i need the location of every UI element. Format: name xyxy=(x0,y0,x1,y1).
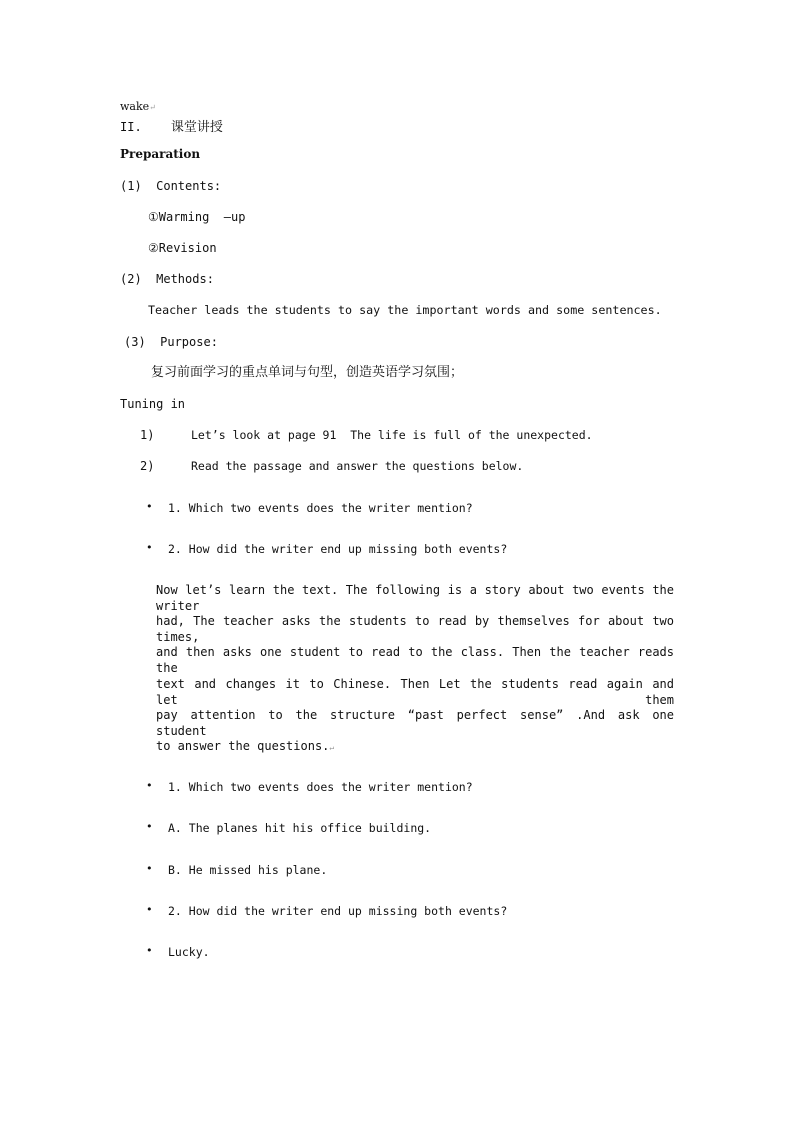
tuning-step-1-number: 1) xyxy=(140,428,155,442)
paragraph-line: pay attention to the structure “past perfect sense” .And ask one student xyxy=(156,708,674,738)
answer-item: Lucky. xyxy=(168,945,210,959)
tuning-step-2-number: 2) xyxy=(140,459,155,473)
methods-label: (2) Methods: xyxy=(120,272,214,286)
paragraph-line: had, The teacher asks the students to read by themselves for about two times, xyxy=(156,614,674,644)
bullet-icon: • xyxy=(146,944,153,957)
purpose-text: 复习前面学习的重点单词与句型，创造英语学习氛围； xyxy=(151,365,464,380)
answer-item: 2. How did the writer end up missing both events? xyxy=(168,904,508,918)
section-number: II. xyxy=(120,120,142,134)
tuning-in-heading: Tuning in xyxy=(120,397,186,411)
answer-item: A. The planes hit his office building. xyxy=(168,821,432,835)
paragraph-line: and then asks one student to read to the class. Then the teacher reads the xyxy=(156,645,674,675)
bullet-icon: • xyxy=(146,862,153,875)
paragraph-line: Now let’s learn the text. The following is a story about two events the writer xyxy=(156,583,674,613)
contents-item-warming-up: ①Warming –up xyxy=(148,210,246,224)
purpose-label: (3) Purpose: xyxy=(124,335,218,349)
contents-item-revision: ②Revision xyxy=(148,241,217,255)
preparation-heading: Preparation xyxy=(120,147,201,161)
answer-item: B. He missed his plane. xyxy=(168,863,328,877)
paragraph-line: text and changes it to Chinese. Then Let the students read again and let them xyxy=(156,677,674,707)
answer-item: 1. Which two events does the writer mention? xyxy=(168,780,473,794)
question-item: 2. How did the writer end up missing both events? xyxy=(168,542,508,556)
tuning-step-1-text: Let’s look at page 91 The life is full of the unexpected. xyxy=(191,428,593,442)
tuning-step-2-text: Read the passage and answer the questions below. xyxy=(191,459,524,473)
bullet-icon: • xyxy=(146,500,153,513)
paragraph-line: to answer the questions.↵ xyxy=(156,739,335,753)
question-item: 1. Which two events does the writer mention? xyxy=(168,501,473,515)
bullet-icon: • xyxy=(146,541,153,554)
bullet-icon: • xyxy=(146,820,153,833)
section-title: 课堂讲授 xyxy=(170,120,223,135)
methods-text: Teacher leads the students to say the important words and some sentences. xyxy=(148,303,662,317)
bullet-icon: • xyxy=(146,903,153,916)
bullet-icon: • xyxy=(146,779,153,792)
section-heading xyxy=(120,119,223,136)
contents-label: (1) Contents: xyxy=(120,179,222,193)
wake-word: wake↵ xyxy=(120,100,156,113)
